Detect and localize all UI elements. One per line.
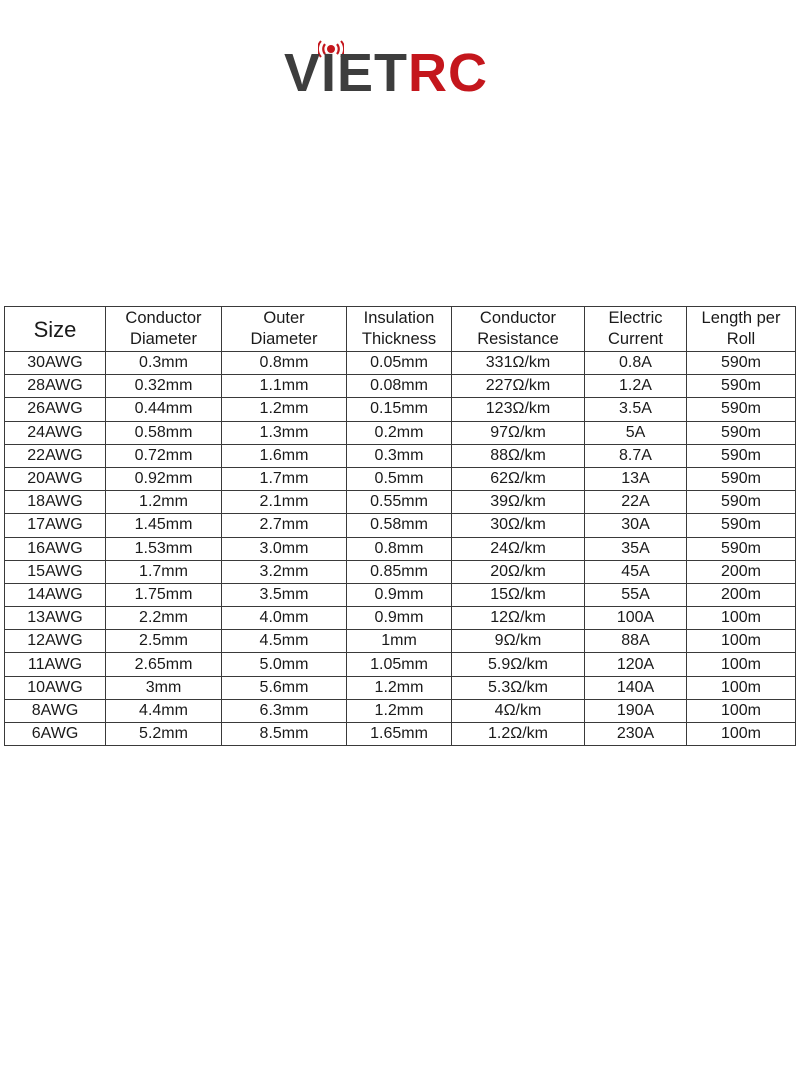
column-header-text: Length per: [701, 309, 781, 327]
table-cell: 9Ω/km: [452, 630, 585, 653]
table-cell: 100m: [687, 676, 796, 699]
column-header-text: Conductor: [125, 309, 202, 327]
table-cell: 22AWG: [5, 444, 106, 467]
logo-text-viet: VIET: [284, 43, 409, 103]
table-cell: 22A: [585, 491, 687, 514]
table-cell: 4.5mm: [222, 630, 347, 653]
column-header-text: Outer: [263, 309, 305, 327]
logo-text-rc: RC: [408, 43, 489, 103]
table-cell: 88Ω/km: [452, 444, 585, 467]
table-cell: 0.08mm: [347, 375, 452, 398]
table-row: [5, 375, 796, 398]
column-header: [222, 307, 347, 352]
table-cell: 0.8mm: [347, 537, 452, 560]
table-cell: 0.9mm: [347, 583, 452, 606]
table-cell: 16AWG: [5, 537, 106, 560]
table-cell: 88A: [585, 630, 687, 653]
table-cell: 97Ω/km: [452, 421, 585, 444]
table-cell: 0.5mm: [347, 467, 452, 490]
table-cell: 1.2A: [585, 375, 687, 398]
table-cell: 590m: [687, 514, 796, 537]
table-cell: 0.15mm: [347, 398, 452, 421]
table-cell: 2.65mm: [106, 653, 222, 676]
table-cell: 0.2mm: [347, 421, 452, 444]
column-header-text: Electric: [608, 309, 663, 327]
table-cell: 100A: [585, 607, 687, 630]
table-cell: 1.6mm: [222, 444, 347, 467]
table-cell: 10AWG: [5, 676, 106, 699]
table-cell: 5.0mm: [222, 653, 347, 676]
column-header: [687, 307, 796, 352]
table-cell: 3.2mm: [222, 560, 347, 583]
brand-logo: [284, 38, 516, 103]
table-cell: 0.32mm: [106, 375, 222, 398]
table-row: [5, 653, 796, 676]
table-cell: 4Ω/km: [452, 699, 585, 722]
table-cell: 5.3Ω/km: [452, 676, 585, 699]
table-cell: 1.65mm: [347, 723, 452, 746]
table-cell: 590m: [687, 444, 796, 467]
wire-spec-table: [4, 306, 796, 746]
table-cell: 5A: [585, 421, 687, 444]
table-cell: 12Ω/km: [452, 607, 585, 630]
table-cell: 100m: [687, 723, 796, 746]
table-cell: 0.05mm: [347, 352, 452, 375]
table-cell: 5.9Ω/km: [452, 653, 585, 676]
table-cell: 0.55mm: [347, 491, 452, 514]
table-cell: 1.2mm: [106, 491, 222, 514]
table-cell: 1.2mm: [347, 699, 452, 722]
table-cell: 331Ω/km: [452, 352, 585, 375]
table-row: [5, 514, 796, 537]
table-row: [5, 398, 796, 421]
table-cell: 100m: [687, 607, 796, 630]
column-header: [585, 307, 687, 352]
table-cell: 2.5mm: [106, 630, 222, 653]
table-cell: 1mm: [347, 630, 452, 653]
table-cell: 0.3mm: [106, 352, 222, 375]
table-cell: 230A: [585, 723, 687, 746]
column-header-text: Conductor: [479, 309, 557, 327]
table-cell: 5.6mm: [222, 676, 347, 699]
table-cell: 12AWG: [5, 630, 106, 653]
table-cell: 140A: [585, 676, 687, 699]
table-cell: 18AWG: [5, 491, 106, 514]
table-cell: 0.58mm: [347, 514, 452, 537]
table-cell: 590m: [687, 375, 796, 398]
column-header-text: Roll: [726, 330, 756, 348]
table-header-row: [5, 307, 796, 352]
table-cell: 30A: [585, 514, 687, 537]
table-cell: 3.5A: [585, 398, 687, 421]
column-header-text: Diameter: [250, 330, 318, 348]
table-cell: 6AWG: [5, 723, 106, 746]
table-cell: 14AWG: [5, 583, 106, 606]
table-row: [5, 444, 796, 467]
table-cell: 5.2mm: [106, 723, 222, 746]
table-cell: 100m: [687, 699, 796, 722]
table-cell: 1.7mm: [222, 467, 347, 490]
table-cell: 3.0mm: [222, 537, 347, 560]
table-cell: 2.2mm: [106, 607, 222, 630]
table-cell: 4.4mm: [106, 699, 222, 722]
table-cell: 590m: [687, 398, 796, 421]
table-cell: 1.2Ω/km: [452, 723, 585, 746]
table-cell: 0.58mm: [106, 421, 222, 444]
table-cell: 590m: [687, 467, 796, 490]
table-cell: 1.53mm: [106, 537, 222, 560]
table-cell: 11AWG: [5, 653, 106, 676]
table-cell: 120A: [585, 653, 687, 676]
column-header-text: Current: [607, 330, 664, 348]
table-row: [5, 491, 796, 514]
table-cell: 8.7A: [585, 444, 687, 467]
table-cell: 200m: [687, 560, 796, 583]
table-cell: 35A: [585, 537, 687, 560]
column-header: [452, 307, 585, 352]
table-cell: 30AWG: [5, 352, 106, 375]
column-header: [106, 307, 222, 352]
column-header: [347, 307, 452, 352]
table-cell: 2.7mm: [222, 514, 347, 537]
table-cell: 1.75mm: [106, 583, 222, 606]
table-row: [5, 467, 796, 490]
table-row: [5, 352, 796, 375]
table-cell: 227Ω/km: [452, 375, 585, 398]
table-cell: 20AWG: [5, 467, 106, 490]
table-row: [5, 607, 796, 630]
table-cell: 20Ω/km: [452, 560, 585, 583]
column-header-text: Insulation: [363, 309, 435, 327]
table-cell: 3mm: [106, 676, 222, 699]
table-row: [5, 421, 796, 444]
column-header-text: Thickness: [361, 330, 437, 348]
table-cell: 8.5mm: [222, 723, 347, 746]
column-header-text: Resistance: [477, 330, 559, 348]
table-cell: 4.0mm: [222, 607, 347, 630]
table-cell: 0.85mm: [347, 560, 452, 583]
table-cell: 2.1mm: [222, 491, 347, 514]
table-cell: 0.92mm: [106, 467, 222, 490]
table-cell: 45A: [585, 560, 687, 583]
table-cell: 0.8mm: [222, 352, 347, 375]
table-cell: 0.44mm: [106, 398, 222, 421]
table-row: [5, 560, 796, 583]
table-cell: 100m: [687, 653, 796, 676]
table-cell: 24Ω/km: [452, 537, 585, 560]
column-header-text: Diameter: [130, 330, 197, 348]
table-cell: 30Ω/km: [452, 514, 585, 537]
table-cell: 100m: [687, 630, 796, 653]
table-cell: 123Ω/km: [452, 398, 585, 421]
table-cell: 8AWG: [5, 699, 106, 722]
table-cell: 13AWG: [5, 607, 106, 630]
table-cell: 55A: [585, 583, 687, 606]
table-row: [5, 699, 796, 722]
table-cell: 62Ω/km: [452, 467, 585, 490]
table-cell: 6.3mm: [222, 699, 347, 722]
table-row: [5, 676, 796, 699]
logo-wordmark: [284, 43, 489, 103]
table-cell: 39Ω/km: [452, 491, 585, 514]
table-cell: 200m: [687, 583, 796, 606]
table-cell: 1.05mm: [347, 653, 452, 676]
table-cell: 28AWG: [5, 375, 106, 398]
table-cell: 590m: [687, 537, 796, 560]
column-header-text: Size: [33, 316, 77, 342]
table-cell: 1.1mm: [222, 375, 347, 398]
table-cell: 0.3mm: [347, 444, 452, 467]
table-row: [5, 630, 796, 653]
table-cell: 0.8A: [585, 352, 687, 375]
table-cell: 1.45mm: [106, 514, 222, 537]
table-cell: 3.5mm: [222, 583, 347, 606]
table-cell: 15Ω/km: [452, 583, 585, 606]
table-cell: 1.2mm: [222, 398, 347, 421]
table-cell: 26AWG: [5, 398, 106, 421]
table-cell: 0.72mm: [106, 444, 222, 467]
table-cell: 1.3mm: [222, 421, 347, 444]
table-cell: 190A: [585, 699, 687, 722]
table-cell: 590m: [687, 352, 796, 375]
column-header: [5, 307, 106, 352]
table-cell: 17AWG: [5, 514, 106, 537]
table-cell: 1.7mm: [106, 560, 222, 583]
table-cell: 13A: [585, 467, 687, 490]
table-cell: 24AWG: [5, 421, 106, 444]
table-row: [5, 583, 796, 606]
table-row: [5, 537, 796, 560]
table-cell: 590m: [687, 491, 796, 514]
table-row: [5, 723, 796, 746]
table-cell: 15AWG: [5, 560, 106, 583]
table-body: [5, 352, 796, 746]
table-cell: 1.2mm: [347, 676, 452, 699]
table-cell: 0.9mm: [347, 607, 452, 630]
table-cell: 590m: [687, 421, 796, 444]
